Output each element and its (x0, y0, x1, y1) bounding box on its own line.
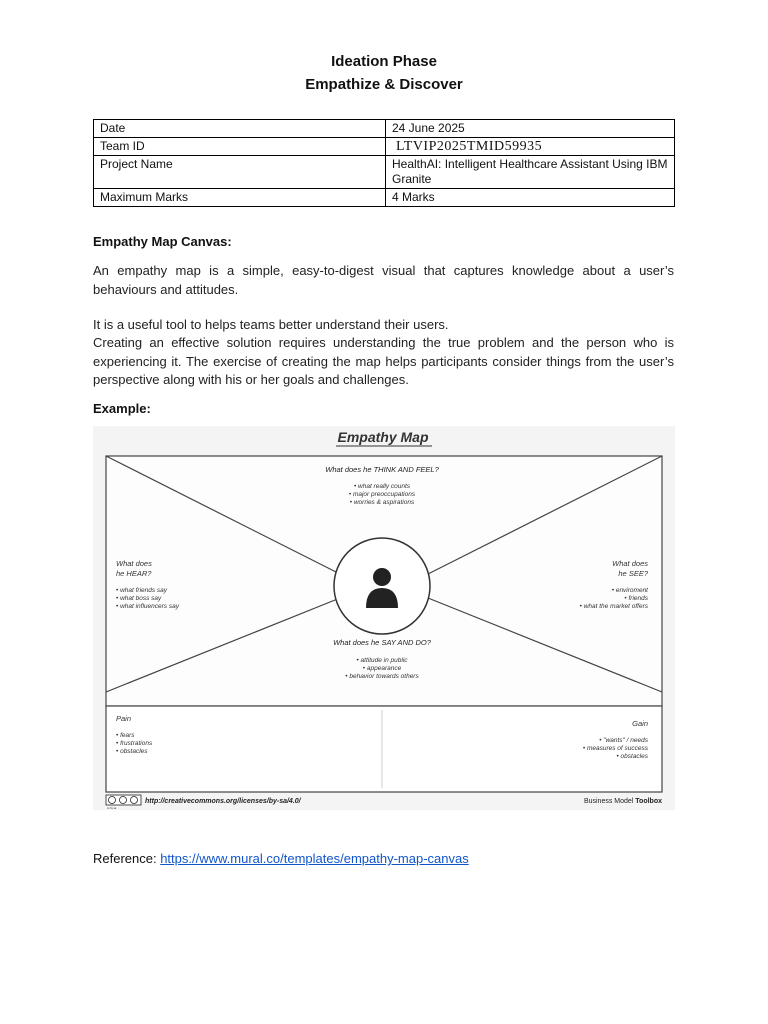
gain-bullet: • "wants" / needs (599, 737, 648, 744)
see-bullet: • friends (624, 595, 648, 602)
info-table (93, 119, 675, 207)
date-value: 24 June 2025 (386, 120, 675, 138)
think-feel-heading: What does he THINK AND FEEL? (325, 465, 439, 474)
think-feel-bullet: • major preoccupations (348, 491, 416, 498)
say-do-heading: What does he SAY AND DO? (333, 638, 431, 647)
pain-gain-frame (106, 706, 662, 792)
hear-bullet: • what friends say (116, 587, 168, 594)
table-row (94, 189, 675, 207)
usefulness-sentence: It is a useful tool to helps teams better understand their users. (93, 317, 449, 332)
gain-bullet: • measures of success (582, 745, 648, 752)
cc-badge-text: cc by sa (107, 807, 117, 810)
page-title: Ideation Phase (331, 53, 437, 70)
gain-bullet: • obstacles (616, 753, 648, 760)
date-label: Date (94, 120, 386, 138)
team-id-value: LTVIP2025TMID59935 (386, 138, 675, 156)
project-name-value: HealthAI: Intelligent Healthcare Assistant Using IBM Granite (386, 156, 675, 189)
pain-bullet: • obstacles (116, 748, 148, 755)
example-label: Example: (93, 401, 151, 416)
explanation-paragraph: Creating an effective solution requires understanding the true problem and the person who is experiencing it. The exercise of creating the map helps participants consider things from the user’s perspective along with his or her goals and challenges. (93, 335, 674, 387)
pain-bullet: • fears (116, 732, 135, 739)
reference-label: Reference: (93, 851, 161, 866)
see-bullet: • what the market offers (579, 603, 648, 610)
project-name-label: Project Name (94, 156, 386, 189)
say-do-bullet: • appearance (362, 665, 402, 672)
pain-bullet: • frustrations (116, 740, 153, 747)
empathy-map-image (93, 426, 675, 810)
credit-text: Business Model Toolbox (583, 798, 662, 805)
reference-link[interactable]: https://www.mural.co/templates/empathy-map-canvas (160, 851, 469, 866)
table-row (94, 138, 675, 156)
max-marks-label: Maximum Marks (94, 189, 386, 207)
think-feel-bullet: • what really counts (353, 483, 411, 490)
think-feel-bullet: • worries & aspirations (349, 499, 415, 506)
hear-heading: he HEAR? (116, 569, 152, 578)
see-heading: What does (612, 559, 648, 568)
empathy-map-title: Empathy Map (337, 429, 429, 445)
team-id-label: Team ID (94, 138, 386, 156)
cc-license-icon (106, 795, 141, 805)
see-bullet: • enviroment (611, 587, 648, 594)
hear-bullet: • what influencers say (116, 603, 179, 610)
max-marks-value: 4 Marks (386, 189, 675, 207)
gain-heading: Gain (632, 719, 648, 728)
license-url: http://creativecommons.org/licenses/by-sa/4.0/ (145, 798, 301, 805)
hear-bullet: • what boss say (116, 595, 162, 602)
table-row (94, 120, 675, 138)
say-do-bullet: • behavior towards others (345, 673, 419, 680)
intro-paragraph: An empathy map is a simple, easy-to-digest visual that captures knowledge about a user’s behaviours and attitudes. (93, 263, 674, 297)
table-row (94, 156, 675, 189)
page-subtitle: Empathize & Discover (305, 76, 463, 93)
section-heading: Empathy Map Canvas: (93, 234, 232, 249)
hear-heading: What does (116, 559, 152, 568)
reference-line (93, 851, 469, 866)
say-do-bullet: • attitude in public (356, 657, 408, 664)
pain-heading: Pain (116, 714, 132, 723)
see-heading: he SEE? (618, 569, 648, 578)
